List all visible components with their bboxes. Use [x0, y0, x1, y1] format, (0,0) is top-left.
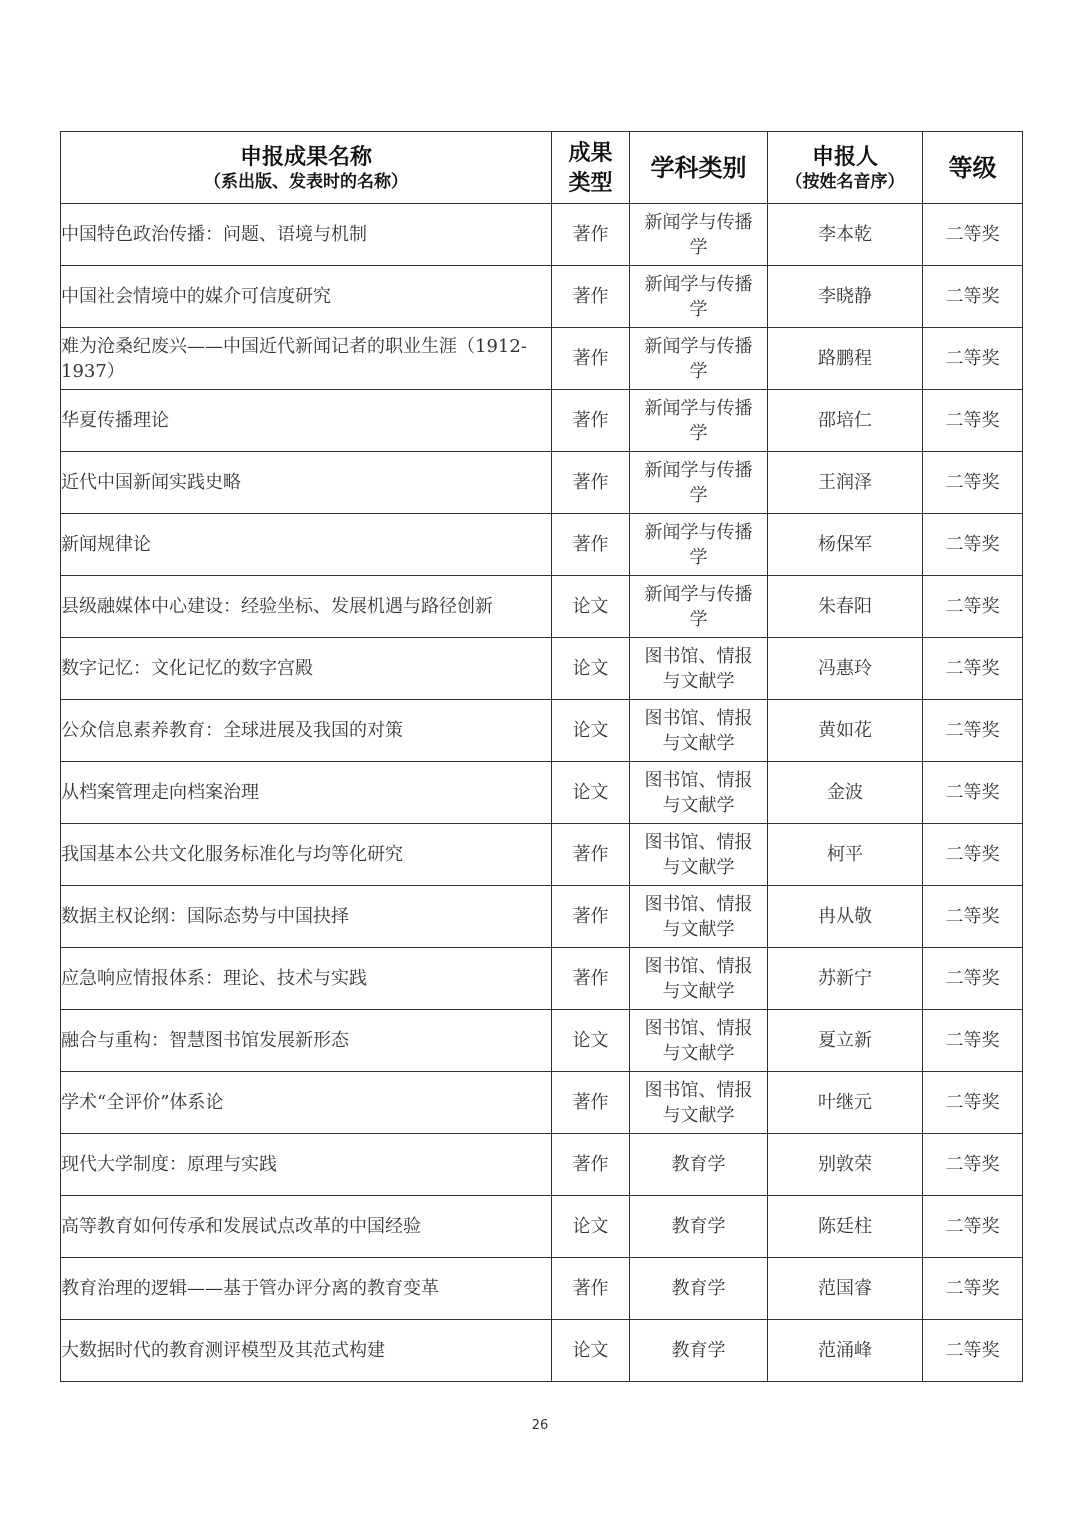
page-number: 26: [531, 1418, 549, 1433]
cell-author: 杨保军: [768, 514, 923, 576]
cell-author: 柯平: [768, 824, 923, 886]
cell-type: 论文: [552, 700, 630, 762]
cell-author: 范国睿: [768, 1258, 923, 1320]
cell-subject-text: 教育学: [671, 1216, 726, 1237]
cell-title: 公众信息素养教育：全球进展及我国的对策: [61, 700, 552, 762]
cell-level: 二等奖: [923, 948, 1023, 1010]
cell-subject-text: 新闻学与传播学: [644, 397, 753, 444]
table-header: [61, 132, 1023, 204]
cell-level: 二等奖: [923, 638, 1023, 700]
table-row: [61, 886, 1023, 948]
cell-subject: [630, 1196, 768, 1258]
cell-subject-text: 图书馆、情报与文献学: [644, 769, 753, 816]
table-row: [61, 576, 1023, 638]
cell-title: 融合与重构：智慧图书馆发展新形态: [61, 1010, 552, 1072]
cell-title: 现代大学制度：原理与实践: [61, 1134, 552, 1196]
cell-subject: [630, 204, 768, 266]
cell-level: 二等奖: [923, 390, 1023, 452]
cell-level: 二等奖: [923, 1010, 1023, 1072]
cell-subject: [630, 948, 768, 1010]
table-row: [61, 1072, 1023, 1134]
header-applicant-sub: （按姓名音序）: [785, 171, 905, 192]
cell-subject: [630, 886, 768, 948]
cell-level: 二等奖: [923, 1320, 1023, 1382]
cell-author: 邵培仁: [768, 390, 923, 452]
header-type: [552, 132, 630, 204]
cell-subject-text: 教育学: [671, 1154, 726, 1175]
cell-level: 二等奖: [923, 1258, 1023, 1320]
cell-subject-text: 图书馆、情报与文献学: [644, 955, 753, 1002]
cell-title: 华夏传播理论: [61, 390, 552, 452]
header-level: [923, 132, 1023, 204]
table-row: [61, 1010, 1023, 1072]
cell-level: 二等奖: [923, 700, 1023, 762]
cell-title: 教育治理的逻辑——基于管办评分离的教育变革: [61, 1258, 552, 1320]
cell-subject-text: 新闻学与传播学: [644, 335, 753, 382]
cell-type: 著作: [552, 204, 630, 266]
cell-level: 二等奖: [923, 576, 1023, 638]
cell-title: 大数据时代的教育测评模型及其范式构建: [61, 1320, 552, 1382]
cell-type: 著作: [552, 1258, 630, 1320]
cell-level: 二等奖: [923, 1134, 1023, 1196]
cell-title: 数字记忆：文化记忆的数字宫殿: [61, 638, 552, 700]
cell-subject: [630, 700, 768, 762]
cell-subject: [630, 390, 768, 452]
table-row: [61, 204, 1023, 266]
table-row: [61, 1258, 1023, 1320]
cell-type: 论文: [552, 1010, 630, 1072]
cell-type: 著作: [552, 824, 630, 886]
cell-type: 著作: [552, 1072, 630, 1134]
cell-subject: [630, 824, 768, 886]
cell-subject: [630, 1320, 768, 1382]
cell-author: 黄如花: [768, 700, 923, 762]
cell-level: 二等奖: [923, 1072, 1023, 1134]
table-row: [61, 390, 1023, 452]
table-row: [61, 948, 1023, 1010]
cell-subject: [630, 1010, 768, 1072]
cell-author: 李本乾: [768, 204, 923, 266]
cell-title: 中国特色政治传播：问题、语境与机制: [61, 204, 552, 266]
cell-subject-text: 图书馆、情报与文献学: [644, 707, 753, 754]
cell-author: 冉从敬: [768, 886, 923, 948]
table-row: [61, 1320, 1023, 1382]
cell-type: 论文: [552, 762, 630, 824]
cell-subject-text: 新闻学与传播学: [644, 273, 753, 320]
cell-type: 论文: [552, 1196, 630, 1258]
cell-subject-text: 图书馆、情报与文献学: [644, 893, 753, 940]
cell-type: 著作: [552, 390, 630, 452]
cell-title: 我国基本公共文化服务标准化与均等化研究: [61, 824, 552, 886]
cell-title: 学术“全评价”体系论: [61, 1072, 552, 1134]
header-subject-label: 学科类别: [650, 152, 747, 182]
cell-author: 苏新宁: [768, 948, 923, 1010]
cell-subject-text: 新闻学与传播学: [644, 459, 753, 506]
cell-author: 金波: [768, 762, 923, 824]
cell-title: 应急响应情报体系：理论、技术与实践: [61, 948, 552, 1010]
cell-subject: [630, 328, 768, 390]
cell-subject: [630, 762, 768, 824]
header-type-line1: 成果: [568, 139, 613, 166]
cell-subject-text: 教育学: [671, 1340, 726, 1361]
cell-type: 论文: [552, 576, 630, 638]
cell-type: 著作: [552, 266, 630, 328]
header-subject: [630, 132, 768, 204]
cell-type: 著作: [552, 886, 630, 948]
cell-subject-text: 新闻学与传播学: [644, 583, 753, 630]
cell-subject: [630, 576, 768, 638]
cell-author: 陈廷柱: [768, 1196, 923, 1258]
cell-author: 叶继元: [768, 1072, 923, 1134]
cell-level: 二等奖: [923, 514, 1023, 576]
cell-subject-text: 新闻学与传播学: [644, 521, 753, 568]
cell-subject: [630, 1072, 768, 1134]
cell-level: 二等奖: [923, 266, 1023, 328]
header-row: [61, 132, 1023, 204]
table-body: [61, 204, 1023, 1382]
table-row: [61, 762, 1023, 824]
header-applicant: [768, 132, 923, 204]
cell-subject-text: 新闻学与传播学: [644, 211, 753, 258]
cell-author: 李晓静: [768, 266, 923, 328]
cell-subject: [630, 266, 768, 328]
header-applicant-main: 申报人: [811, 143, 878, 170]
cell-level: 二等奖: [923, 762, 1023, 824]
cell-type: 论文: [552, 638, 630, 700]
cell-subject-text: 图书馆、情报与文献学: [644, 831, 753, 878]
header-level-label: 等级: [948, 152, 997, 182]
cell-author: 路鹏程: [768, 328, 923, 390]
cell-author: 范涌峰: [768, 1320, 923, 1382]
table-row: [61, 700, 1023, 762]
cell-type: 著作: [552, 514, 630, 576]
cell-subject-text: 图书馆、情报与文献学: [644, 1079, 753, 1126]
cell-type: 著作: [552, 452, 630, 514]
cell-title: 从档案管理走向档案治理: [61, 762, 552, 824]
header-title-sub: （系出版、发表时的名称）: [204, 171, 408, 192]
cell-level: 二等奖: [923, 328, 1023, 390]
header-title: [61, 132, 552, 204]
table-row: [61, 266, 1023, 328]
cell-level: 二等奖: [923, 204, 1023, 266]
cell-subject: [630, 452, 768, 514]
cell-level: 二等奖: [923, 824, 1023, 886]
cell-subject: [630, 1258, 768, 1320]
table-row: [61, 328, 1023, 390]
cell-subject-text: 教育学: [671, 1278, 726, 1299]
cell-title: 数据主权论纲：国际态势与中国抉择: [61, 886, 552, 948]
cell-level: 二等奖: [923, 452, 1023, 514]
cell-author: 朱春阳: [768, 576, 923, 638]
header-type-line2: 类型: [568, 169, 613, 196]
cell-author: 别敦荣: [768, 1134, 923, 1196]
table-row: [61, 452, 1023, 514]
cell-author: 冯惠玲: [768, 638, 923, 700]
cell-title: 高等教育如何传承和发展试点改革的中国经验: [61, 1196, 552, 1258]
cell-type: 论文: [552, 1320, 630, 1382]
cell-author: 夏立新: [768, 1010, 923, 1072]
cell-title: 新闻规律论: [61, 514, 552, 576]
cell-subject: [630, 638, 768, 700]
cell-level: 二等奖: [923, 1196, 1023, 1258]
table-row: [61, 638, 1023, 700]
cell-title: 中国社会情境中的媒介可信度研究: [61, 266, 552, 328]
table-row: [61, 824, 1023, 886]
header-title-main: 申报成果名称: [239, 143, 372, 170]
cell-subject-text: 图书馆、情报与文献学: [644, 645, 753, 692]
cell-author: 王润泽: [768, 452, 923, 514]
cell-level: 二等奖: [923, 886, 1023, 948]
cell-type: 著作: [552, 328, 630, 390]
table-row: [61, 1196, 1023, 1258]
table-row: [61, 1134, 1023, 1196]
cell-subject: [630, 1134, 768, 1196]
cell-type: 著作: [552, 948, 630, 1010]
awards-table: [60, 131, 1023, 1382]
cell-subject-text: 图书馆、情报与文献学: [644, 1017, 753, 1064]
cell-title: 近代中国新闻实践史略: [61, 452, 552, 514]
cell-title: 难为沧桑纪废兴——中国近代新闻记者的职业生涯（1912-1937）: [61, 328, 552, 390]
cell-type: 著作: [552, 1134, 630, 1196]
cell-subject: [630, 514, 768, 576]
cell-title: 县级融媒体中心建设：经验坐标、发展机遇与路径创新: [61, 576, 552, 638]
table-row: [61, 514, 1023, 576]
